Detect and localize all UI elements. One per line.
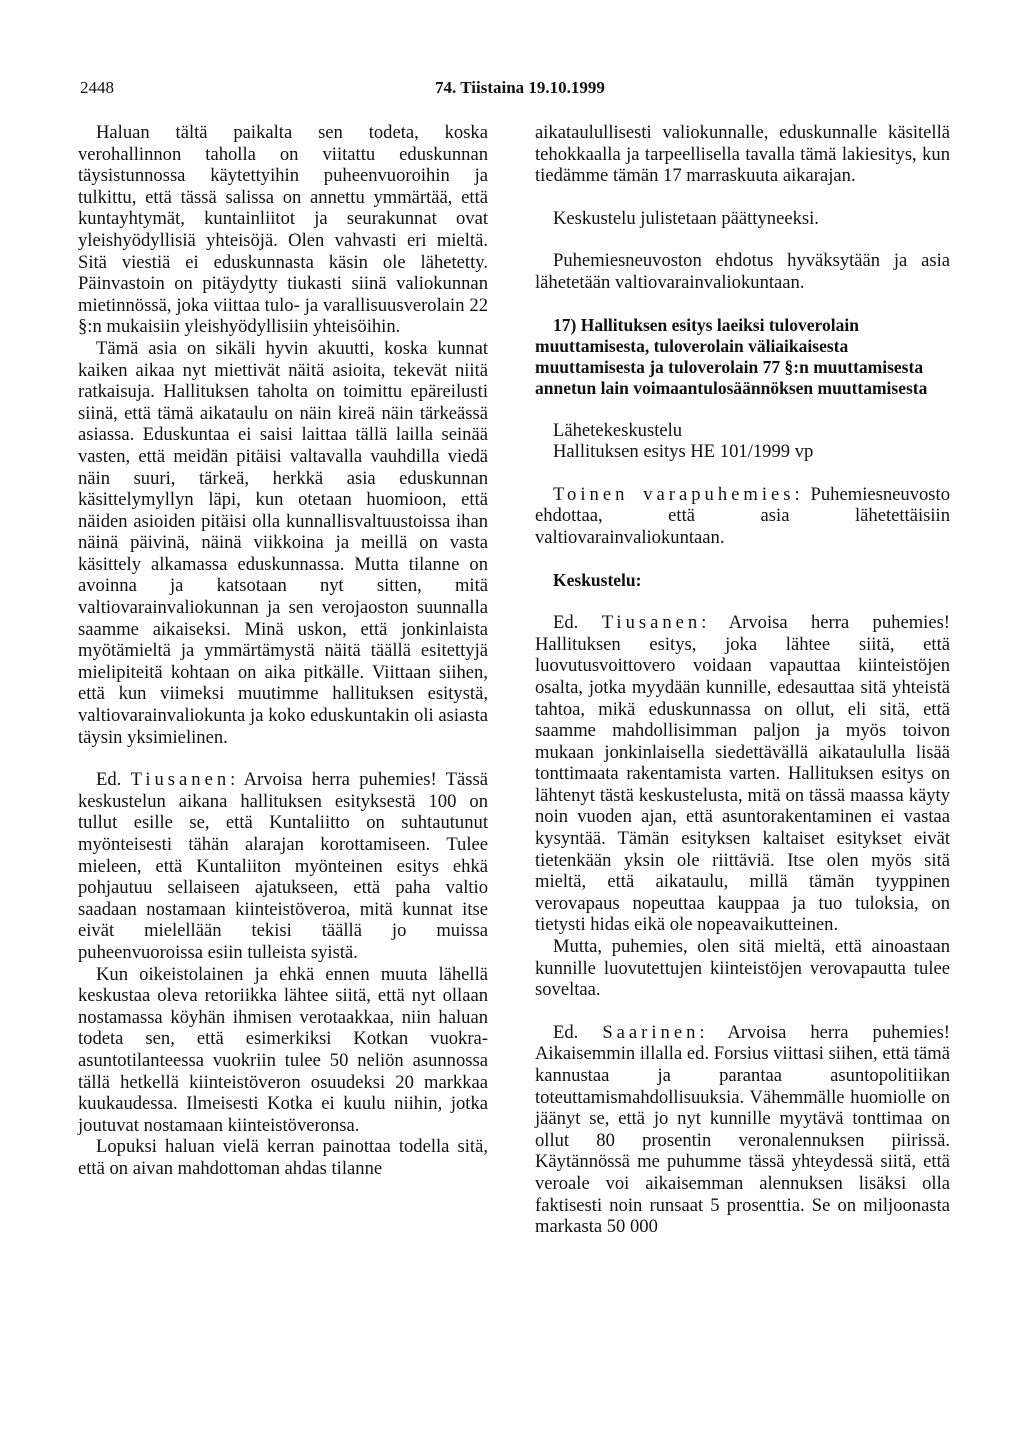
speech-text: : Arvoisa herra puhemies! Aikaisemmin illalla ed. Forsius viittasi siihen, että tämä kannustaa ja parantaa asuntopolitiikan toteuttamismahdollisuuksia. Vähemmälle huomiolle on jäänyt se, että jo nyt kunnille myytävä tonttimaa on ollut 80 prosentin veronalennuksen piirissä. Käytännössä me puhumme tässä yhteydessä siitä, että veroale voi aikaisemman alennuksen lisäksi olla faktisesti noin runsaat 5 prosenttia. Se on miljoonasta markasta 50 000 bbox=[535, 1021, 950, 1238]
page-number: 2448 bbox=[80, 78, 114, 97]
speech-text: : Puhemiesneuvosto ehdottaa, että asia lähetettäisiin valtiovarainvaliokuntaan. bbox=[535, 483, 950, 548]
bill-reference: Hallituksen esitys HE 101/1999 vp bbox=[553, 441, 814, 463]
speech-text: : Arvoisa herra puhemies! Hallituksen esitys, joka lähtee siitä, että luovutusvoittovero voidaan vapauttaa kiinteistöjen osalta, jotka myydään kunnille, edesauttaa sitä yhteistä tahtoa, mikä eduskunnassa on ollut, eli sitä, että saamme mahdollisimman paljon ja myös toivon mukaan jonkinlaisella siedettävällä aikataululla lisää tonttimaata rakentamista varten. Hallituksen esitys on lähtenyt tästä keskustelusta, mitä on tässä maassa käyty noin vuoden ajan, että asuntorakentaminen ei vastaa kysyntää. Tämän esityksen kaltaiset esitykset eivät tietenkään yksin ole riittäviä. Itse olen myös sitä mieltä, että aikataulu, millä tämän tyyppinen verovapaus nopeuttaa kauppaa ja tuo tuloksia, on tietysti hidas eikä ole nopeavaikutteinen. bbox=[535, 612, 951, 936]
speech-tiusanen-2 bbox=[535, 612, 950, 936]
speaker-name: Tiusanen bbox=[601, 612, 702, 634]
paragraph: Tämä asia on sikäli hyvin akuutti, koska kunnat kaiken aikaa nyt miettivät näitä asioita, tekevät niitä ratkaisuja. Hallituksen taholta on toimittu epäreilusti siinä, että tämä aikataulu on näin kireä näin tärkeässä asiassa. Eduskuntaa ei saisi laittaa tällä lailla seinää vasten, että meidän pitäisi valtavalla vauhdilla viedä näin suuri, tärkeä, herkkä asia eduskunnan käsittelymyllyn läpi, kun otetaan huomioon, että näiden asioiden pitäisi olla kunnallisvaltuustoissa ihan näinä päivinä, näinä viikkoina ja meillä on vasta käsittely alkamassa eduskunnassa. Mutta tilanne on avoinna ja katsotaan nyt sitten, mitä valtiovarainvaliokunnan ja sen verojaoston suunnalla saamme aikaiseksi. Minä uskon, että jonkinlaista myötämieltä ja ymmärtämystä näitä täällä esitettyjä mielipiteitä kohtaan on aika pitkälle. Viittaan siihen, että kun viimeksi muutimme hallituksen esitystä, valtiovarainvaliokunta ja koko eduskuntakin oli asiasta täysin yksimielinen. bbox=[78, 337, 488, 748]
paragraph: aikataulullisesti valiokunnalle, eduskunnalle käsitellä tehokkaalla ja tarpeellisella tavalla tämä lakiesitys, kun tiedämme tämän 17 marraskuuta aikarajan. bbox=[535, 122, 950, 187]
paragraph: Puhemiesneuvoston ehdotus hyväksytään ja asia lähetetään valtiovarainvaliokuntaan. bbox=[535, 250, 950, 293]
speech-text: : Arvoisa herra puhemies! Tässä keskustelun aikana hallituksen esityksestä 100 on tullut esille se, että Kuntaliitto on suhtautunut myönteisesti tähän alarajan korottamiseen. Tulee mieleen, että Kuntaliiton myönteinen esitys ehkä pohjautuu sellaiseen ajatukseen, että paha valtio saadaan nostamaan kiinteistöveroa, mitä kunnat itse eivät mielellään tekisi täällä jo muissa puheenvuoroissa esiin tulleista syistä. bbox=[78, 769, 488, 963]
speaker-prefix: Ed. bbox=[96, 769, 122, 791]
speaker-name: Tiusanen bbox=[130, 769, 231, 791]
lahete-label: Lähetekeskustelu bbox=[553, 419, 683, 441]
paragraph: Kun oikeistolainen ja ehkä ennen muuta lähellä keskustaa oleva retoriikka lähtee siitä, että nyt ollaan nostamassa köyhän ihmisen verotaakkaa, niin haluan todeta sen, että esimerkiksi Kotkan vuokra-asuntotilanteessa vuokriin tulee 50 neliön asunnossa tällä hetkellä kiinteistöveron osuudeksi 20 markkaa kuukaudessa. Ilmeisesti Kotka ei kuulu niihin, jotka joutuvat nostamaan kiinteistöveronsa. bbox=[78, 963, 488, 1136]
speaker-name: Saarinen bbox=[602, 1021, 700, 1043]
page-header bbox=[80, 78, 960, 102]
left-column bbox=[78, 122, 488, 1180]
paragraph: Mutta, puhemies, olen sitä mieltä, että ainoastaan kunnille luovutettujen kiinteistöjen verovapautta tulee soveltaa. bbox=[535, 936, 950, 1001]
session-title: 74. Tiistaina 19.10.1999 bbox=[435, 78, 605, 97]
paragraph: Keskustelu julistetaan päättyneeksi. bbox=[553, 207, 819, 229]
speech-saarinen bbox=[535, 1022, 950, 1238]
speaker-prefix: Ed. bbox=[553, 1021, 579, 1043]
paragraph: Haluan tältä paikalta sen todeta, koska verohallinnon taholla on viitattu eduskunnan täysistunnossa käytettyihin puheenvuoroihin ja tulkittu, että tässä salissa on annettu ymmärtää, että kuntayhtymät, kuntainliitot ja seurakunnat ovat yleishyödyllisiä yhteisöjä. Olen vahvasti eri mieltä. Sitä viestiä ei eduskunnasta käsin ole lähetetty. Päinvastoin on pitäydytty tiukasti siinä valiokunnan mietinnössä, joka viittaa tulo- ja varallisuusverolain 22 §:n mukaisiin yleishyödyllisiin yhteisöihin. bbox=[78, 122, 488, 338]
keskustelu-label: Keskustelu: bbox=[553, 569, 642, 590]
speaker-prefix: Ed. bbox=[553, 612, 579, 634]
paragraph: Lopuksi haluan vielä kerran painottaa todella sitä, että on aivan mahdottoman ahdas tilanne bbox=[78, 1136, 488, 1179]
speech-varapuhemies bbox=[535, 484, 950, 549]
speaker-name: Toinen varapuhemies bbox=[553, 483, 795, 505]
speech-tiusanen bbox=[78, 769, 488, 963]
right-column bbox=[535, 122, 950, 1238]
agenda-heading: 17) Hallituksen esitys laeiksi tuloverolain muuttamisesta, tuloverolain väliaikaisesta muuttamisesta ja tuloverolain 77 §:n muuttamisesta annetun lain voimaantulosäännöksen muuttamisesta bbox=[535, 314, 928, 398]
